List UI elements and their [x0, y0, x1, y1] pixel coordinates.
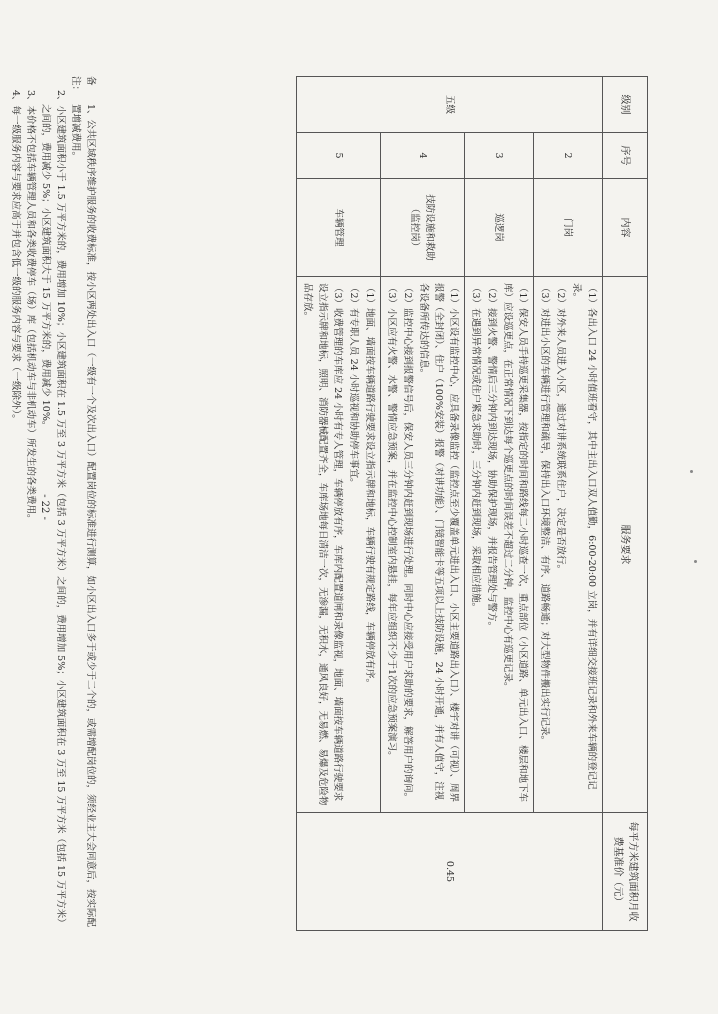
content-cell: 车辆管理: [297, 179, 381, 277]
seq-cell: 5: [297, 133, 381, 179]
header-level: 级别: [603, 77, 648, 133]
note-item: 4、每一级服务内容与要求应高于并包含低一级的服务内容与要求（一级除外）。: [10, 90, 21, 424]
requirement-item: （3）收费管理的车库应 24 小时有专人管理，车辆停放有序，车库内配置道闸和录像监视，地面、墙面按车辆道路行驶要求设立指示牌和地标，照明、消防器械配置齐全，车库场地每日清洁一次，无渗漏，无积水，通风良好，无易燃、易爆及危险物品存放。: [302, 283, 343, 806]
level-cell: 五级: [297, 77, 603, 133]
content-cell: 门岗: [534, 179, 603, 277]
content-cell: 技防设施和救助（监控岗）: [381, 179, 465, 277]
service-standard-table: [296, 76, 648, 931]
price-cell: 0.45: [297, 813, 603, 931]
requirements-cell: [534, 277, 603, 813]
table-row: [381, 77, 465, 931]
notes-label: 备注：: [70, 76, 96, 96]
table-header-row: [603, 77, 648, 931]
requirement-item: （2）对外来人员进入小区，通过对讲系统联系住户，决定是否放行。: [555, 283, 566, 575]
requirement-item: （2）接到火警、警情后三分钟内到达现场，协助保护现场，并报告管理处与警方。: [486, 283, 497, 632]
table-row: [534, 77, 603, 931]
requirement-item: （2）有专职人员 24 小时巡视和协助停车事宜。: [348, 283, 359, 488]
seq-cell: 3: [465, 133, 534, 179]
seq-cell: 2: [534, 133, 603, 179]
requirement-item: （1）小区设有监控中心，应具备录像监控（监控点至少覆盖单元进出入口、小区主要道路出入口）、楼宇对讲（可视）、周界报警（全封闭）、住户（100%安装）报警（对讲功能）、门镜智能卡等五项以上技防设施，24 小时开通，并有人值守，注视各设备所传达的信息。: [418, 283, 459, 803]
table-row: [465, 77, 534, 931]
header-requirements: 服务要求: [603, 277, 648, 813]
scan-speck: [694, 560, 697, 563]
table-row: [297, 77, 381, 931]
note-item: 3、本价格不包括车辆管理人员和各类收费停车（场）库（包括机动车与非机动车）所发生的各类费用。: [25, 90, 36, 524]
content-cell: 巡逻岗: [465, 179, 534, 277]
note-item: 2、小区建筑面积小于 1.5 万平方米的，费用增加 10%；小区建筑面积在 1.5 万至 3 万平方米（包括 3 万平方米）之间的，费用增加 5%；小区建筑面积在 3 万至 15 万平方米（包括 15 万平方米）之间的，费用减少 5%；小区建筑面积大于 15 万平方米的，费用减少 10%。: [40, 90, 66, 928]
requirement-item: （3）小区应有火警、水警、警情应急预案，并在监控中心控制室内悬挂，每年应组织不少于1次的应急预案演习。: [386, 283, 397, 761]
requirement-item: （3）对进出小区的车辆进行管理和疏导，保持出入口环境整洁、有序、道路畅通；对大型物件搬出实行记录。: [539, 283, 550, 746]
requirements-cell: [381, 277, 465, 813]
scan-speck: [690, 470, 693, 473]
header-price: 每平方米建筑面积月收费基准价（元）: [603, 813, 648, 931]
requirement-item: （1）保安人员手持巡更采集器，按指定的时间和路线每二小时巡查一次，重点部位（小区道路、单元出入口、楼层和地下车库）应设巡更点，在正常情况下到达每个巡更点的时间误差不超过二分钟，监控中心有巡更记录。: [502, 283, 528, 803]
requirements-cell: [297, 277, 381, 813]
requirement-item: （2）监控中心接到报警信号后，保安人员三分钟内赶到现场进行处理。同时中心应接受用户求助的要求，解答用户的询问。: [402, 283, 413, 803]
requirement-item: （3）在遇到异常情况或住户紧急求助时，三分钟内赶到现场，采取相应措施。: [470, 283, 481, 613]
requirement-item: （1）地面、墙面按车辆道路行驶要求设立指示牌和地标，车辆行驶有规定路线，车辆停放有序。: [364, 283, 375, 689]
notes-section: [8, 76, 98, 930]
requirements-cell: [465, 277, 534, 813]
note-item: 1、公共区域秩序维护服务的收费标准，按小区两处出入口（一级有一个及次出入口）配置岗位的标准进行测算，如小区出入口多于或少于二个的，或需增配岗位的，须经业主大会同意后，按实际配置增减费用。: [70, 104, 96, 928]
page-number: - 22 -: [39, 494, 50, 520]
seq-cell: 4: [381, 133, 465, 179]
header-content: 内容: [603, 179, 648, 277]
requirement-item: （1）各出入口 24 小时值班看守，其中主出入口双人值勤，6:00-20:00 立岗，并有详细交接班记录和外来车辆的登记记录。: [571, 283, 597, 790]
header-seq: 序号: [603, 133, 648, 179]
